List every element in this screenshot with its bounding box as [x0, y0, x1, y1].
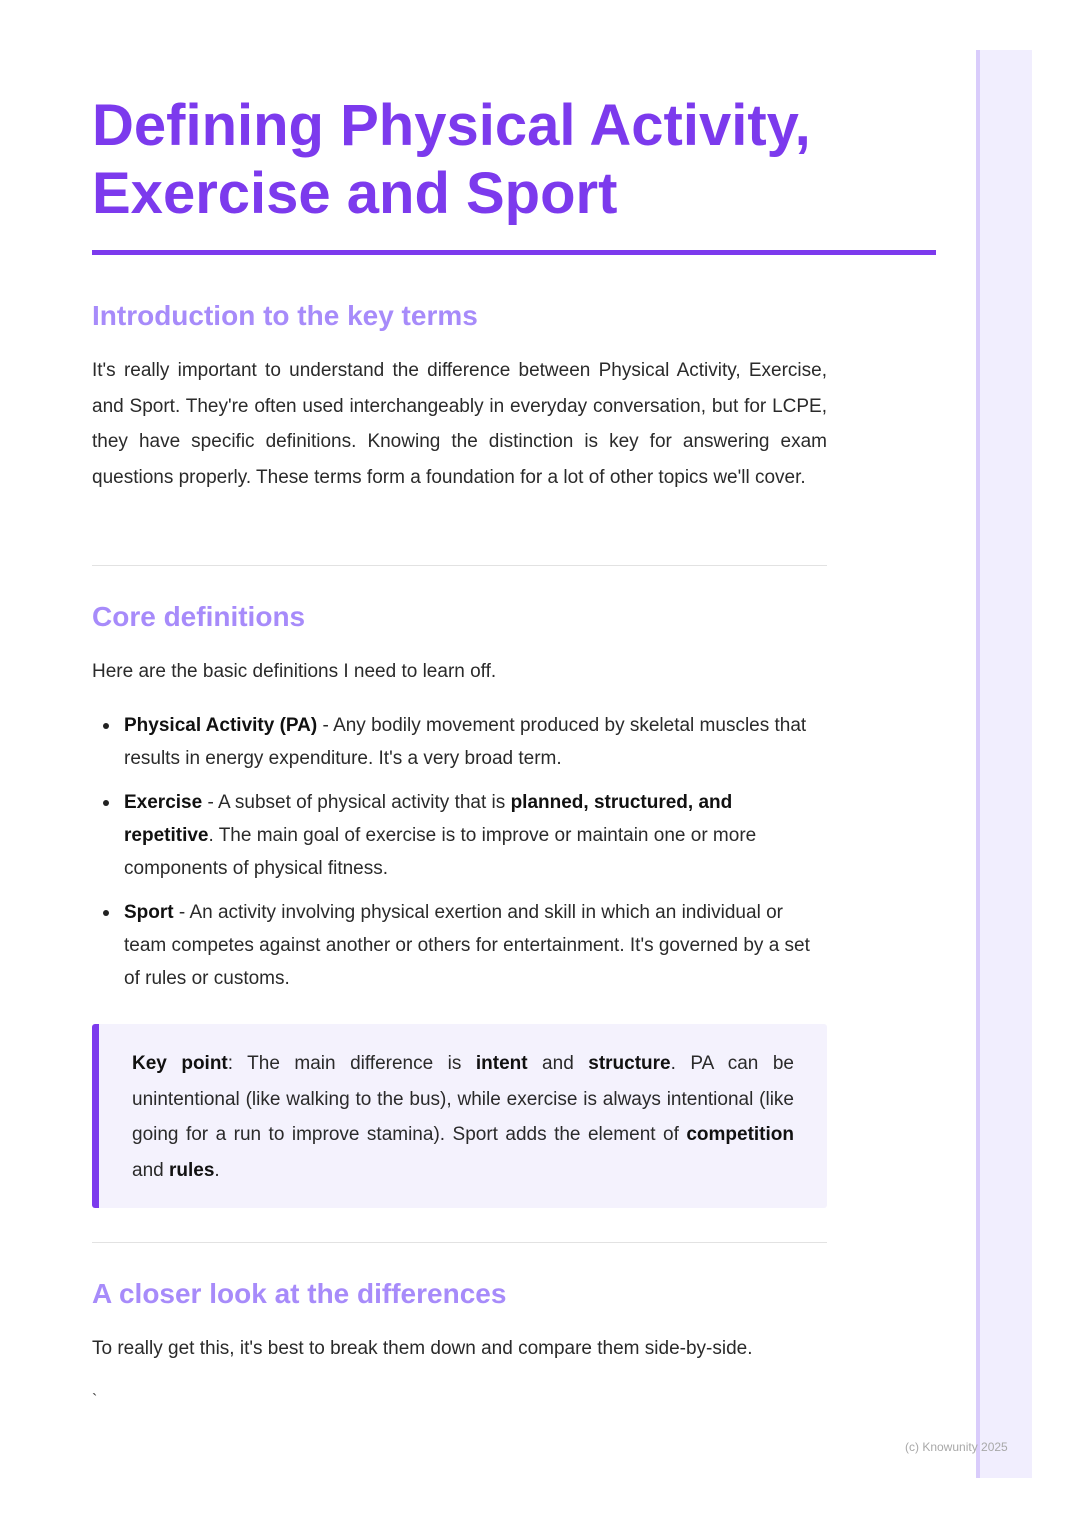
term-sport: Sport — [124, 901, 174, 923]
callout-bold: structure — [588, 1053, 671, 1074]
callout-bold: intent — [475, 1053, 528, 1074]
title-rule — [92, 250, 936, 255]
intro-section — [92, 298, 827, 495]
list-item — [124, 786, 827, 885]
callout-text-part: . — [214, 1159, 220, 1181]
callout-text — [132, 1046, 794, 1188]
list-item — [124, 709, 827, 775]
divider — [92, 565, 827, 566]
callout-text-part: and — [527, 1053, 589, 1074]
differences-section — [92, 1276, 827, 1367]
key-point-callout — [92, 1024, 827, 1208]
definitions-list — [92, 709, 827, 995]
core-heading: Core definitions — [92, 601, 306, 632]
differences-paragraph: To really get this, it's best to break them down and compare them side-by-side. — [92, 1338, 753, 1359]
definition-emphasis: planned, structured, and repetitive — [124, 791, 733, 846]
callout-text-part: . PA can be unintentional (like walking to the bus), while exercise is always intentional (like going for a run to improve stamina). Sport adds the element of — [132, 1053, 794, 1145]
definition-text: - An activity involving physical exertion and skill in which an individual or team competes against another or others for entertainment. It's governed by a set of rules or customs. — [124, 901, 810, 989]
divider — [92, 1242, 827, 1243]
differences-heading: A closer look at the differences — [92, 1278, 507, 1309]
definition-text: . The main goal of exercise is to improve or maintain one or more components of physical fitness. — [124, 824, 757, 879]
core-lead: Here are the basic definitions I need to learn off. — [92, 661, 497, 682]
page-title: Defining Physical Activity, Exercise and Sport — [92, 93, 811, 226]
footer-copyright: (c) Knowunity 2025 — [905, 1440, 1008, 1454]
core-section — [92, 599, 827, 1006]
definition-text: - Any bodily movement produced by skeletal muscles that results in energy expenditure. It's a very broad term. — [124, 714, 807, 769]
callout-bold: competition — [686, 1124, 794, 1145]
intro-heading: Introduction to the key terms — [92, 300, 478, 331]
list-item — [124, 896, 827, 995]
intro-paragraph: It's really important to understand the difference between Physical Activity, Exercise, and Sport. They're often used interchangeably in everyday conversation, but for LCPE, they have specific definitions. Knowing the distinction is key for answering exam questions properly. These terms form a foundation for a lot of other topics we'll cover. — [92, 360, 827, 488]
callout-text-part: and — [132, 1159, 169, 1181]
side-strip — [976, 50, 1032, 1478]
definition-text: - A subset of physical activity that is — [202, 791, 511, 813]
term-exercise: Exercise — [124, 791, 203, 813]
callout-label: Key point — [132, 1053, 228, 1074]
callout-text-part: : The main difference is — [227, 1053, 476, 1074]
callout-bold: rules — [168, 1159, 215, 1181]
term-pa: Physical Activity (PA) — [124, 714, 318, 736]
stray-mark: ` — [92, 1392, 98, 1409]
